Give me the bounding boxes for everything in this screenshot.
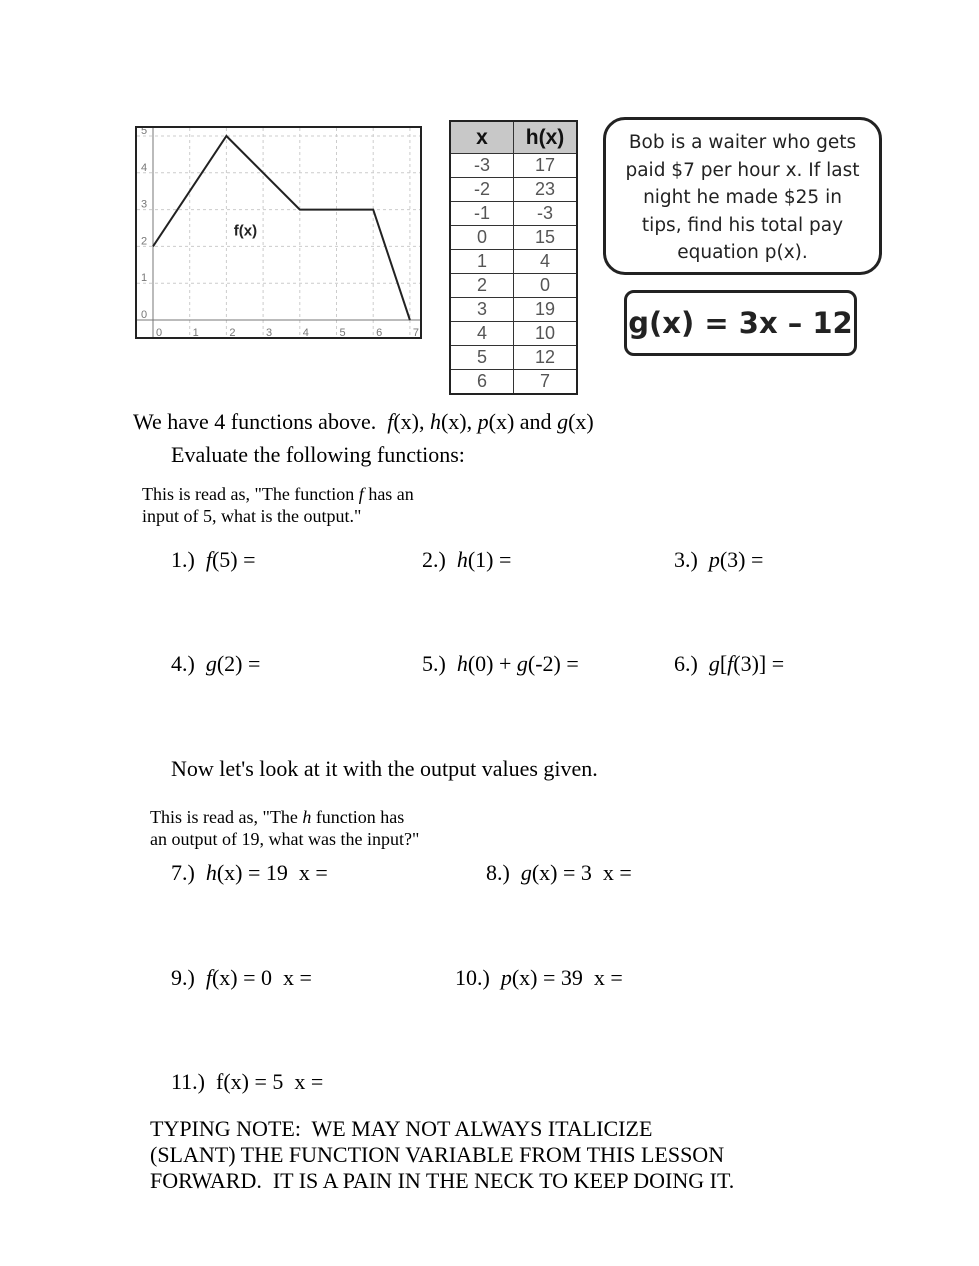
h-table-row xyxy=(450,178,577,202)
question-6: 6.) g[f(3)] = xyxy=(674,651,785,676)
hint-output: This is read as, "The h function has an output of 19, what was the input?" xyxy=(150,807,420,849)
f-graph-svg xyxy=(137,128,420,337)
question-5: 5.) h(0) + g(-2) = xyxy=(422,651,579,676)
h-table-row xyxy=(450,274,577,298)
h-table-row xyxy=(450,322,577,346)
h-table xyxy=(449,120,578,395)
h-table-cell-hx: 7 xyxy=(514,370,578,395)
x-tick-label: 5 xyxy=(339,327,346,337)
h-table-cell-hx: 23 xyxy=(514,178,578,202)
x-tick-label: 4 xyxy=(302,327,309,337)
h-table-cell-x: 1 xyxy=(450,250,514,274)
f-graph-title: f(x) xyxy=(233,222,258,240)
h-table-cell-hx: 19 xyxy=(514,298,578,322)
x-tick-label: 1 xyxy=(192,327,199,337)
h-table-cell-hx: -3 xyxy=(514,202,578,226)
question-9: 9.) f(x) = 0 x = xyxy=(171,965,312,990)
h-table-cell-hx: 0 xyxy=(514,274,578,298)
g-equation: g(x) = 3x – 12 xyxy=(624,290,857,356)
question-1: 1.) f(5) = xyxy=(171,547,256,572)
f-line xyxy=(153,136,410,320)
y-tick-label: 4 xyxy=(141,161,148,174)
h-table-cell-x: 6 xyxy=(450,370,514,395)
h-table-cell-hx: 10 xyxy=(514,322,578,346)
question-7: 7.) h(x) = 19 x = xyxy=(171,860,328,885)
x-tick-label: 3 xyxy=(266,327,273,337)
y-tick-label: 2 xyxy=(141,235,148,248)
h-table-row xyxy=(450,226,577,250)
question-2: 2.) h(1) = xyxy=(422,547,512,572)
h-table-cell-hx: 15 xyxy=(514,226,578,250)
question-8: 8.) g(x) = 3 x = xyxy=(486,860,632,885)
hint-input: This is read as, "The function f has an input of 5, what is the output." xyxy=(142,484,414,526)
y-tick-label: 5 xyxy=(141,128,148,137)
bob-line: Bob is a waiter who gets xyxy=(628,132,857,153)
h-table-row xyxy=(450,202,577,226)
intro-text: We have 4 functions above. f(x), h(x), p(x) and g(x) xyxy=(133,409,594,434)
evaluate-heading: Evaluate the following functions: xyxy=(171,442,465,467)
bob-line: tips, find his total pay xyxy=(641,214,844,236)
h-table-row xyxy=(450,370,577,395)
h-table-header-hx: h(x) xyxy=(514,121,578,154)
y-tick-label: 1 xyxy=(141,272,148,285)
h-table-cell-x: 0 xyxy=(450,226,514,250)
bob-line: paid $7 per hour x. If last xyxy=(625,159,860,181)
f-graph xyxy=(135,126,422,339)
h-table-cell-hx: 12 xyxy=(514,346,578,370)
y-tick-label: 0 xyxy=(141,309,148,321)
h-table-row xyxy=(450,346,577,370)
typing-note-line: (SLANT) THE FUNCTION VARIABLE FROM THIS LESSON xyxy=(150,1142,725,1167)
h-table-row xyxy=(450,250,577,274)
question-4: 4.) g(2) = xyxy=(171,651,261,676)
bob-word-problem xyxy=(603,117,882,275)
x-tick-label: 6 xyxy=(376,327,383,337)
question-11: 11.) f(x) = 5 x = xyxy=(171,1069,324,1094)
output-heading: Now let's look at it with the output values given. xyxy=(171,756,598,781)
typing-note-line: TYPING NOTE: WE MAY NOT ALWAYS ITALICIZE xyxy=(150,1116,653,1141)
x-tick-label: 2 xyxy=(229,327,236,337)
typing-note-line: FORWARD. IT IS A PAIN IN THE NECK TO KEEP DOING IT. xyxy=(150,1168,735,1193)
h-table-cell-x: -1 xyxy=(450,202,514,226)
h-table-cell-x: 2 xyxy=(450,274,514,298)
h-table-cell-x: 5 xyxy=(450,346,514,370)
h-table-cell-hx: 17 xyxy=(514,154,578,178)
bob-line: night he made $25 in xyxy=(643,187,842,208)
h-table-header-x: x xyxy=(450,121,514,154)
question-3: 3.) p(3) = xyxy=(674,547,764,572)
x-tick-label: 7 xyxy=(412,327,419,337)
x-tick-label: 0 xyxy=(155,327,163,337)
h-table-row xyxy=(450,298,577,322)
h-table-cell-x: -2 xyxy=(450,178,514,202)
bob-line: equation p(x). xyxy=(677,242,808,263)
h-table-row xyxy=(450,154,577,178)
h-table-cell-x: 3 xyxy=(450,298,514,322)
question-10: 10.) p(x) = 39 x = xyxy=(455,965,623,990)
h-table-cell-hx: 4 xyxy=(514,250,578,274)
y-tick-label: 3 xyxy=(141,198,148,211)
h-table-cell-x: 4 xyxy=(450,322,514,346)
h-table-cell-x: -3 xyxy=(450,154,514,178)
typing-note xyxy=(150,1116,734,1194)
